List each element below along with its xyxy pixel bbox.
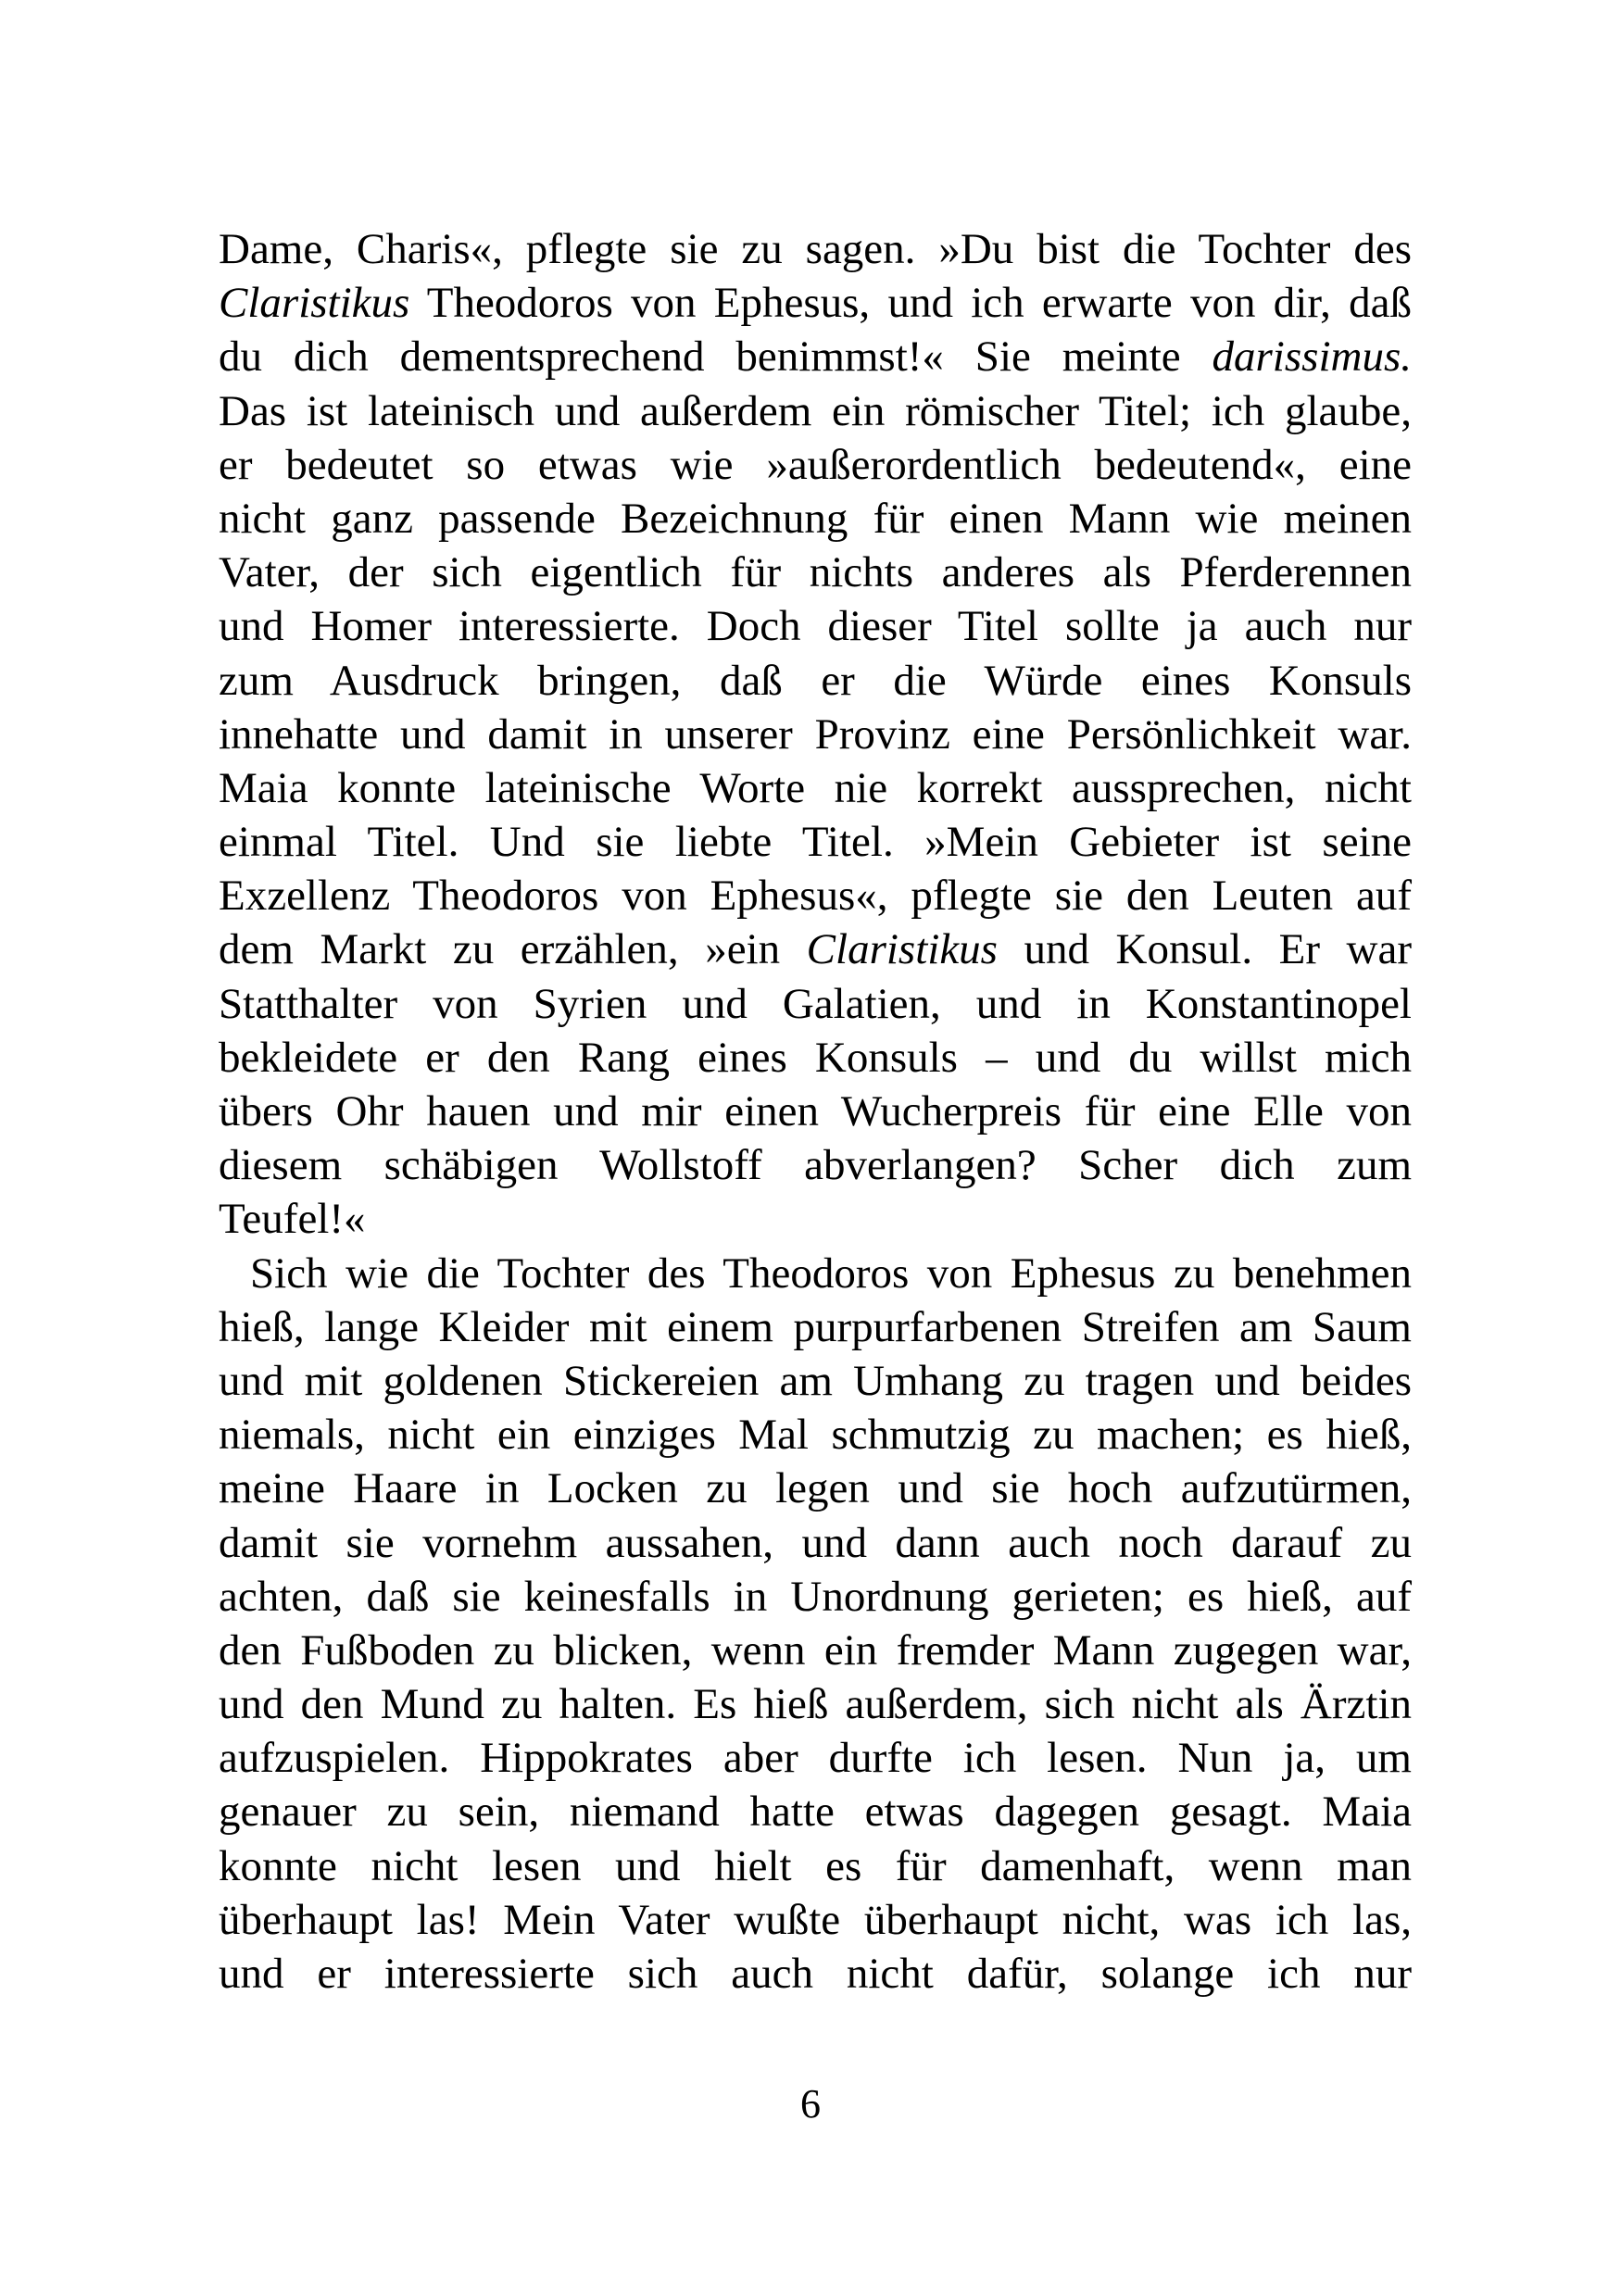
italic-term: Claristikus [219, 279, 410, 328]
text-run: einmal Titel. Und sie liebte Titel. »Mein Gebieter ist seine [219, 818, 1412, 867]
text-run: Maia konnte lateinische Worte nie korrekt aussprechen, nicht [219, 763, 1412, 812]
text-run: bekleidete er den Rang eines Konsuls – und du willst mich [219, 1033, 1412, 1082]
text-run: innehatte und damit in unserer Provinz eine Persönlichkeit war. [219, 709, 1412, 759]
paragraph [219, 1247, 1412, 2001]
text-run: übers Ohr hauen und mir einen Wucherpreis für eine Elle von [219, 1087, 1412, 1135]
text-run: Statthalter von Syrien und Galatien, und in Konstantinopel [219, 979, 1412, 1028]
text-line [219, 492, 1412, 546]
italic-term: darissimus. [1212, 332, 1412, 382]
text-line [219, 222, 1412, 276]
text-line [219, 761, 1412, 815]
text-line [219, 1677, 1412, 1731]
text-run: achten, daß sie keinesfalls in Unordnung gerieten; es hieß, auf [219, 1572, 1412, 1621]
text-run: Dame, Charis«, pflegte sie zu sagen. »Du bist die Tochter des [219, 225, 1412, 273]
text-line [219, 977, 1412, 1031]
text-line [219, 654, 1412, 708]
text-run: meine Haare in Locken zu legen und sie hoch aufzutürmen, [219, 1464, 1412, 1513]
text-run: aufzuspielen. Hippokrates aber durfte ich lesen. Nun ja, um [219, 1734, 1412, 1783]
text-line [219, 1138, 1412, 1192]
text-run: und Homer interessierte. Doch dieser Titel sollte ja auch nur [219, 602, 1412, 651]
text-run: den Fußboden zu blicken, wenn ein fremder Mann zugegen war, [219, 1625, 1412, 1675]
text-run: und er interessierte sich auch nicht dafür, solange ich nur [219, 1950, 1412, 1998]
text-run: diesem schäbigen Wollstoff abverlangen? Scher dich zum [219, 1141, 1412, 1190]
text-run: Sich wie die Tochter des Theodoros von Ephesus zu benehmen [250, 1248, 1412, 1298]
text-run: nicht ganz passende Bezeichnung für einen Mann wie meinen [219, 494, 1412, 543]
text-line [219, 1462, 1412, 1515]
text-line [219, 1947, 1412, 2001]
text-line [219, 438, 1412, 492]
text-run: niemals, nicht ein einziges Mal schmutzig zu machen; es hieß, [219, 1411, 1412, 1460]
text-run: konnte nicht lesen und hielt es für damenhaft, wenn man [219, 1841, 1412, 1890]
page-number: 6 [800, 2081, 821, 2127]
text-line [219, 869, 1412, 922]
text-line [219, 1192, 1412, 1246]
text-line [219, 1085, 1412, 1138]
text-line [219, 815, 1412, 869]
text-line [219, 1839, 1412, 1893]
text-run: damit sie vornehm aussahen, und dann auch noch darauf zu [219, 1518, 1412, 1567]
text-line [219, 922, 1412, 976]
text-run: Exzellenz Theodoros von Ephesus«, pflegte sie den Leuten auf [219, 872, 1412, 921]
text-line [219, 1247, 1412, 1300]
text-line [219, 1300, 1412, 1354]
text-line [219, 384, 1412, 438]
text-line [219, 1031, 1412, 1085]
text-line [219, 546, 1412, 599]
italic-term: Claristikus [806, 925, 998, 974]
text-line [219, 1354, 1412, 1408]
text-line [219, 330, 1412, 383]
text-line [219, 1893, 1412, 1947]
text-run: er bedeutet so etwas wie »außerordentlich bedeutend«, eine [219, 440, 1412, 489]
text-run: überhaupt las! Mein Vater wußte überhaupt nicht, was ich las, [219, 1895, 1412, 1944]
text-run: genauer zu sein, niemand hatte etwas dagegen gesagt. Maia [219, 1788, 1412, 1837]
text-line [219, 1624, 1412, 1677]
text-line [219, 1516, 1412, 1570]
text-run: und mit goldenen Stickereien am Umhang zu tragen und beides [219, 1356, 1412, 1405]
text-line [219, 1785, 1412, 1838]
text-run: Das ist lateinisch und außerdem ein römischer Titel; ich glaube, [219, 386, 1412, 435]
paragraph [219, 222, 1412, 1247]
text-run: zum Ausdruck bringen, daß er die Würde eines Konsuls [219, 656, 1412, 705]
text-line [219, 708, 1412, 761]
text-line [219, 1731, 1412, 1785]
body-text [219, 222, 1412, 2001]
text-line [219, 1408, 1412, 1462]
text-run: dem Markt zu erzählen, »ein [219, 925, 807, 974]
text-run: Teufel!« [219, 1195, 366, 1244]
text-line [219, 276, 1412, 330]
text-run: und Konsul. Er war [997, 925, 1412, 974]
text-run: hieß, lange Kleider mit einem purpurfarbenen Streifen am Saum [219, 1302, 1412, 1351]
text-run: Theodoros von Ephesus, und ich erwarte von dir, daß [409, 279, 1412, 328]
text-run: du dich dementsprechend benimmst!« Sie meinte [219, 332, 1213, 382]
text-run: Vater, der sich eigentlich für nichts anderes als Pferderennen [219, 548, 1412, 597]
text-run: und den Mund zu halten. Es hieß außerdem, sich nicht als Ärztin [219, 1680, 1412, 1729]
text-line [219, 599, 1412, 653]
text-line [219, 1570, 1412, 1624]
